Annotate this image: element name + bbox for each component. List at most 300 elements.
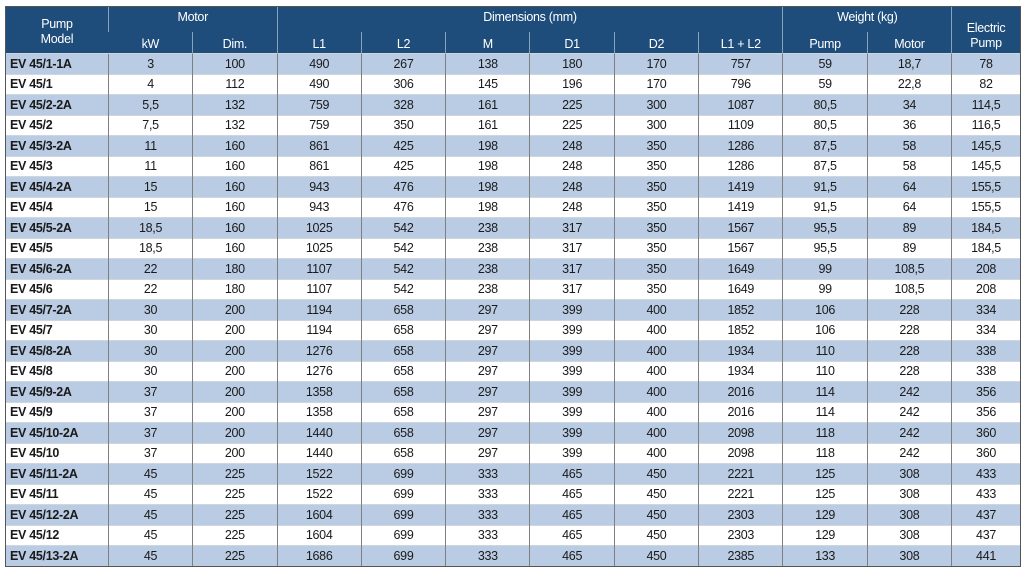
cell-l2: 658 — [361, 423, 445, 444]
cell-kw: 30 — [108, 300, 192, 321]
cell-kw: 45 — [108, 484, 192, 505]
cell-weight-pump: 87,5 — [783, 136, 867, 157]
cell-weight-electric-pump: 334 — [952, 320, 1020, 341]
cell-weight-pump: 106 — [783, 320, 867, 341]
cell-weight-motor: 108,5 — [867, 259, 951, 280]
cell-d2: 450 — [614, 525, 698, 546]
cell-motor-dim: 200 — [193, 341, 277, 362]
cell-weight-pump: 80,5 — [783, 95, 867, 116]
cell-weight-motor: 58 — [867, 156, 951, 177]
cell-d1: 248 — [530, 156, 614, 177]
cell-l2: 542 — [361, 259, 445, 280]
cell-model: EV 45/7-2A — [6, 300, 108, 321]
table-row — [6, 54, 1020, 75]
cell-m: 238 — [446, 279, 530, 300]
cell-model: EV 45/11 — [6, 484, 108, 505]
cell-model: EV 45/8-2A — [6, 341, 108, 362]
cell-model: EV 45/5 — [6, 238, 108, 259]
cell-l1: 490 — [277, 74, 361, 95]
cell-weight-motor: 308 — [867, 546, 951, 566]
cell-l1-plus-l2: 2303 — [699, 505, 783, 526]
cell-d1: 248 — [530, 136, 614, 157]
cell-weight-motor: 228 — [867, 361, 951, 382]
cell-d2: 400 — [614, 300, 698, 321]
cell-model: EV 45/9 — [6, 402, 108, 423]
cell-l1: 1604 — [277, 505, 361, 526]
table-body — [6, 54, 1020, 566]
cell-l2: 267 — [361, 54, 445, 75]
cell-weight-pump: 129 — [783, 525, 867, 546]
cell-l1: 861 — [277, 136, 361, 157]
table-row — [6, 156, 1020, 177]
cell-l1-plus-l2: 2385 — [699, 546, 783, 566]
cell-l1: 1194 — [277, 320, 361, 341]
cell-weight-electric-pump: 78 — [952, 54, 1020, 75]
cell-l2: 425 — [361, 136, 445, 157]
cell-l2: 658 — [361, 402, 445, 423]
cell-l1: 1276 — [277, 341, 361, 362]
cell-kw: 15 — [108, 197, 192, 218]
cell-motor-dim: 225 — [193, 464, 277, 485]
cell-l1-plus-l2: 2303 — [699, 525, 783, 546]
header-motor: Motor — [108, 7, 277, 32]
cell-kw: 3 — [108, 54, 192, 75]
cell-m: 198 — [446, 156, 530, 177]
cell-weight-electric-pump: 437 — [952, 505, 1020, 526]
cell-l1: 1194 — [277, 300, 361, 321]
table-row — [6, 525, 1020, 546]
cell-model: EV 45/11-2A — [6, 464, 108, 485]
cell-motor-dim: 132 — [193, 95, 277, 116]
table-row — [6, 402, 1020, 423]
cell-l2: 350 — [361, 115, 445, 136]
cell-weight-motor: 36 — [867, 115, 951, 136]
table-row — [6, 341, 1020, 362]
cell-d1: 317 — [530, 279, 614, 300]
header-pump-model: Pump Model — [6, 7, 108, 54]
cell-d1: 465 — [530, 525, 614, 546]
cell-model: EV 45/4 — [6, 197, 108, 218]
cell-kw: 37 — [108, 402, 192, 423]
cell-l1: 1440 — [277, 443, 361, 464]
cell-weight-pump: 106 — [783, 300, 867, 321]
header-d1: D1 — [530, 32, 614, 54]
cell-l1-plus-l2: 757 — [699, 54, 783, 75]
cell-l1-plus-l2: 2098 — [699, 423, 783, 444]
cell-l2: 699 — [361, 546, 445, 566]
cell-weight-electric-pump: 437 — [952, 525, 1020, 546]
cell-l1: 1522 — [277, 464, 361, 485]
cell-model: EV 45/9-2A — [6, 382, 108, 403]
cell-l1-plus-l2: 1419 — [699, 177, 783, 198]
cell-d2: 450 — [614, 546, 698, 566]
table-row — [6, 197, 1020, 218]
cell-motor-dim: 225 — [193, 546, 277, 566]
cell-weight-electric-pump: 356 — [952, 402, 1020, 423]
cell-weight-electric-pump: 145,5 — [952, 136, 1020, 157]
cell-m: 297 — [446, 443, 530, 464]
cell-d1: 399 — [530, 300, 614, 321]
cell-model: EV 45/10 — [6, 443, 108, 464]
table-row — [6, 464, 1020, 485]
cell-kw: 22 — [108, 259, 192, 280]
cell-l1-plus-l2: 1286 — [699, 156, 783, 177]
cell-d1: 225 — [530, 115, 614, 136]
cell-weight-electric-pump: 356 — [952, 382, 1020, 403]
cell-weight-motor: 64 — [867, 197, 951, 218]
cell-weight-motor: 308 — [867, 464, 951, 485]
cell-d1: 180 — [530, 54, 614, 75]
cell-d2: 170 — [614, 74, 698, 95]
cell-l2: 699 — [361, 484, 445, 505]
cell-model: EV 45/8 — [6, 361, 108, 382]
pump-spec-table-container — [5, 6, 1021, 567]
cell-m: 333 — [446, 525, 530, 546]
cell-model: EV 45/5-2A — [6, 218, 108, 239]
cell-d2: 400 — [614, 402, 698, 423]
cell-d2: 450 — [614, 505, 698, 526]
table-row — [6, 259, 1020, 280]
cell-m: 161 — [446, 95, 530, 116]
cell-l2: 658 — [361, 320, 445, 341]
cell-m: 333 — [446, 505, 530, 526]
cell-l1-plus-l2: 796 — [699, 74, 783, 95]
cell-m: 238 — [446, 238, 530, 259]
cell-d2: 300 — [614, 115, 698, 136]
cell-m: 238 — [446, 218, 530, 239]
cell-l2: 699 — [361, 464, 445, 485]
table-row — [6, 300, 1020, 321]
cell-l1: 1686 — [277, 546, 361, 566]
cell-l2: 542 — [361, 218, 445, 239]
cell-m: 297 — [446, 300, 530, 321]
cell-weight-pump: 133 — [783, 546, 867, 566]
cell-model: EV 45/4-2A — [6, 177, 108, 198]
cell-d2: 400 — [614, 443, 698, 464]
cell-d2: 350 — [614, 238, 698, 259]
cell-weight-electric-pump: 114,5 — [952, 95, 1020, 116]
cell-l1: 1107 — [277, 279, 361, 300]
table-row — [6, 177, 1020, 198]
cell-motor-dim: 200 — [193, 402, 277, 423]
cell-weight-pump: 80,5 — [783, 115, 867, 136]
cell-d1: 399 — [530, 341, 614, 362]
cell-weight-motor: 242 — [867, 443, 951, 464]
cell-l2: 658 — [361, 443, 445, 464]
cell-model: EV 45/1 — [6, 74, 108, 95]
cell-m: 297 — [446, 320, 530, 341]
cell-weight-pump: 129 — [783, 505, 867, 526]
table-row — [6, 505, 1020, 526]
cell-m: 161 — [446, 115, 530, 136]
cell-weight-pump: 59 — [783, 54, 867, 75]
cell-m: 297 — [446, 361, 530, 382]
cell-model: EV 45/2-2A — [6, 95, 108, 116]
cell-l1-plus-l2: 1087 — [699, 95, 783, 116]
cell-weight-motor: 108,5 — [867, 279, 951, 300]
header-l2: L2 — [361, 32, 445, 54]
cell-weight-pump: 118 — [783, 443, 867, 464]
cell-kw: 18,5 — [108, 238, 192, 259]
cell-weight-pump: 125 — [783, 464, 867, 485]
cell-model: EV 45/6-2A — [6, 259, 108, 280]
cell-weight-motor: 64 — [867, 177, 951, 198]
cell-motor-dim: 160 — [193, 197, 277, 218]
cell-d2: 350 — [614, 197, 698, 218]
cell-kw: 30 — [108, 341, 192, 362]
cell-l1-plus-l2: 1934 — [699, 341, 783, 362]
cell-weight-pump: 114 — [783, 402, 867, 423]
cell-motor-dim: 200 — [193, 382, 277, 403]
cell-weight-pump: 118 — [783, 423, 867, 444]
cell-kw: 45 — [108, 505, 192, 526]
header-d2: D2 — [614, 32, 698, 54]
cell-weight-electric-pump: 360 — [952, 443, 1020, 464]
cell-weight-pump: 95,5 — [783, 238, 867, 259]
header-l1: L1 — [277, 32, 361, 54]
cell-l1-plus-l2: 2098 — [699, 443, 783, 464]
cell-weight-motor: 89 — [867, 218, 951, 239]
cell-motor-dim: 225 — [193, 484, 277, 505]
cell-l1-plus-l2: 1934 — [699, 361, 783, 382]
cell-weight-pump: 99 — [783, 259, 867, 280]
cell-d2: 400 — [614, 382, 698, 403]
cell-model: EV 45/7 — [6, 320, 108, 341]
cell-l2: 658 — [361, 382, 445, 403]
cell-weight-electric-pump: 338 — [952, 361, 1020, 382]
cell-d1: 225 — [530, 95, 614, 116]
cell-d2: 400 — [614, 341, 698, 362]
cell-m: 138 — [446, 54, 530, 75]
cell-kw: 11 — [108, 156, 192, 177]
cell-weight-motor: 308 — [867, 525, 951, 546]
cell-weight-motor: 228 — [867, 320, 951, 341]
cell-motor-dim: 160 — [193, 156, 277, 177]
cell-kw: 37 — [108, 423, 192, 444]
table-row — [6, 443, 1020, 464]
cell-l1: 1604 — [277, 525, 361, 546]
cell-l1: 861 — [277, 156, 361, 177]
table-row — [6, 546, 1020, 566]
cell-weight-motor: 308 — [867, 505, 951, 526]
cell-weight-motor: 18,7 — [867, 54, 951, 75]
cell-weight-pump: 114 — [783, 382, 867, 403]
cell-l2: 542 — [361, 279, 445, 300]
cell-l1-plus-l2: 1567 — [699, 218, 783, 239]
cell-model: EV 45/3 — [6, 156, 108, 177]
cell-l1-plus-l2: 2016 — [699, 402, 783, 423]
cell-d1: 465 — [530, 505, 614, 526]
cell-d1: 465 — [530, 464, 614, 485]
cell-weight-motor: 228 — [867, 341, 951, 362]
cell-kw: 11 — [108, 136, 192, 157]
cell-d1: 399 — [530, 443, 614, 464]
cell-d2: 170 — [614, 54, 698, 75]
cell-m: 297 — [446, 402, 530, 423]
cell-motor-dim: 160 — [193, 136, 277, 157]
cell-weight-motor: 308 — [867, 484, 951, 505]
cell-d1: 399 — [530, 320, 614, 341]
cell-l1: 1358 — [277, 402, 361, 423]
cell-d1: 196 — [530, 74, 614, 95]
cell-m: 297 — [446, 341, 530, 362]
cell-l2: 306 — [361, 74, 445, 95]
cell-kw: 15 — [108, 177, 192, 198]
cell-l2: 476 — [361, 177, 445, 198]
cell-kw: 5,5 — [108, 95, 192, 116]
cell-weight-electric-pump: 338 — [952, 341, 1020, 362]
cell-motor-dim: 160 — [193, 177, 277, 198]
cell-l1: 943 — [277, 197, 361, 218]
cell-l1-plus-l2: 2016 — [699, 382, 783, 403]
cell-d2: 400 — [614, 423, 698, 444]
cell-l2: 542 — [361, 238, 445, 259]
cell-kw: 45 — [108, 525, 192, 546]
cell-weight-pump: 110 — [783, 361, 867, 382]
cell-l1-plus-l2: 1567 — [699, 238, 783, 259]
cell-kw: 30 — [108, 361, 192, 382]
cell-motor-dim: 225 — [193, 525, 277, 546]
cell-m: 333 — [446, 484, 530, 505]
cell-m: 198 — [446, 177, 530, 198]
cell-l2: 699 — [361, 525, 445, 546]
cell-weight-motor: 89 — [867, 238, 951, 259]
cell-kw: 45 — [108, 546, 192, 566]
cell-d2: 350 — [614, 279, 698, 300]
cell-l1: 1107 — [277, 259, 361, 280]
cell-l1: 1025 — [277, 218, 361, 239]
cell-kw: 37 — [108, 443, 192, 464]
cell-weight-electric-pump: 441 — [952, 546, 1020, 566]
cell-d2: 400 — [614, 361, 698, 382]
cell-model: EV 45/2 — [6, 115, 108, 136]
cell-motor-dim: 112 — [193, 74, 277, 95]
cell-weight-electric-pump: 208 — [952, 259, 1020, 280]
cell-l1-plus-l2: 1419 — [699, 197, 783, 218]
cell-m: 333 — [446, 464, 530, 485]
cell-d1: 399 — [530, 423, 614, 444]
cell-d1: 465 — [530, 546, 614, 566]
cell-l2: 658 — [361, 361, 445, 382]
cell-l1-plus-l2: 2221 — [699, 464, 783, 485]
table-row — [6, 136, 1020, 157]
cell-l1-plus-l2: 1852 — [699, 320, 783, 341]
cell-l2: 699 — [361, 505, 445, 526]
table-row — [6, 95, 1020, 116]
cell-motor-dim: 200 — [193, 300, 277, 321]
cell-motor-dim: 160 — [193, 218, 277, 239]
table-row — [6, 361, 1020, 382]
cell-weight-electric-pump: 433 — [952, 484, 1020, 505]
cell-weight-motor: 242 — [867, 402, 951, 423]
cell-weight-motor: 22,8 — [867, 74, 951, 95]
cell-m: 145 — [446, 74, 530, 95]
cell-motor-dim: 200 — [193, 320, 277, 341]
cell-kw: 30 — [108, 320, 192, 341]
cell-l2: 658 — [361, 341, 445, 362]
cell-weight-pump: 91,5 — [783, 177, 867, 198]
cell-weight-electric-pump: 334 — [952, 300, 1020, 321]
cell-l1: 1358 — [277, 382, 361, 403]
cell-model: EV 45/13-2A — [6, 546, 108, 566]
cell-weight-electric-pump: 360 — [952, 423, 1020, 444]
table-row — [6, 484, 1020, 505]
cell-weight-motor: 242 — [867, 382, 951, 403]
cell-motor-dim: 100 — [193, 54, 277, 75]
cell-kw: 22 — [108, 279, 192, 300]
cell-weight-electric-pump: 145,5 — [952, 156, 1020, 177]
cell-l1: 490 — [277, 54, 361, 75]
cell-weight-motor: 242 — [867, 423, 951, 444]
header-l1-plus-l2: L1 + L2 — [699, 32, 783, 54]
header-weight: Weight (kg) — [783, 7, 952, 32]
table-row — [6, 115, 1020, 136]
header-dimensions: Dimensions (mm) — [277, 7, 783, 32]
cell-l2: 476 — [361, 197, 445, 218]
cell-d2: 450 — [614, 484, 698, 505]
cell-d1: 465 — [530, 484, 614, 505]
cell-weight-motor: 34 — [867, 95, 951, 116]
cell-m: 297 — [446, 382, 530, 403]
cell-model: EV 45/12-2A — [6, 505, 108, 526]
cell-weight-motor: 58 — [867, 136, 951, 157]
table-row — [6, 320, 1020, 341]
cell-l1-plus-l2: 1649 — [699, 259, 783, 280]
cell-l1-plus-l2: 1286 — [699, 136, 783, 157]
table-row — [6, 218, 1020, 239]
cell-l1-plus-l2: 2221 — [699, 484, 783, 505]
cell-weight-electric-pump: 208 — [952, 279, 1020, 300]
cell-d2: 350 — [614, 177, 698, 198]
cell-motor-dim: 200 — [193, 361, 277, 382]
cell-weight-electric-pump: 433 — [952, 464, 1020, 485]
table-row — [6, 382, 1020, 403]
table-row — [6, 279, 1020, 300]
cell-weight-pump: 59 — [783, 74, 867, 95]
cell-motor-dim: 132 — [193, 115, 277, 136]
cell-weight-motor: 228 — [867, 300, 951, 321]
cell-l1-plus-l2: 1109 — [699, 115, 783, 136]
cell-l2: 425 — [361, 156, 445, 177]
cell-kw: 7,5 — [108, 115, 192, 136]
header-weight-pump: Pump — [783, 32, 867, 54]
header-motor-dim: Dim. — [193, 32, 277, 54]
pump-spec-table — [6, 7, 1020, 566]
cell-motor-dim: 225 — [193, 505, 277, 526]
cell-l1: 943 — [277, 177, 361, 198]
header-weight-motor: Motor — [867, 32, 951, 54]
cell-weight-pump: 110 — [783, 341, 867, 362]
header-m: M — [446, 32, 530, 54]
table-row — [6, 423, 1020, 444]
header-electric-pump: Electric Pump — [952, 7, 1020, 54]
cell-weight-electric-pump: 184,5 — [952, 218, 1020, 239]
cell-d1: 248 — [530, 197, 614, 218]
cell-d1: 317 — [530, 238, 614, 259]
table-row — [6, 74, 1020, 95]
cell-kw: 4 — [108, 74, 192, 95]
cell-motor-dim: 200 — [193, 423, 277, 444]
cell-weight-pump: 125 — [783, 484, 867, 505]
cell-weight-pump: 87,5 — [783, 156, 867, 177]
cell-l1: 1276 — [277, 361, 361, 382]
cell-l1-plus-l2: 1649 — [699, 279, 783, 300]
cell-d1: 317 — [530, 259, 614, 280]
cell-kw: 37 — [108, 382, 192, 403]
header-kw: kW — [108, 32, 192, 54]
cell-weight-electric-pump: 82 — [952, 74, 1020, 95]
cell-kw: 45 — [108, 464, 192, 485]
